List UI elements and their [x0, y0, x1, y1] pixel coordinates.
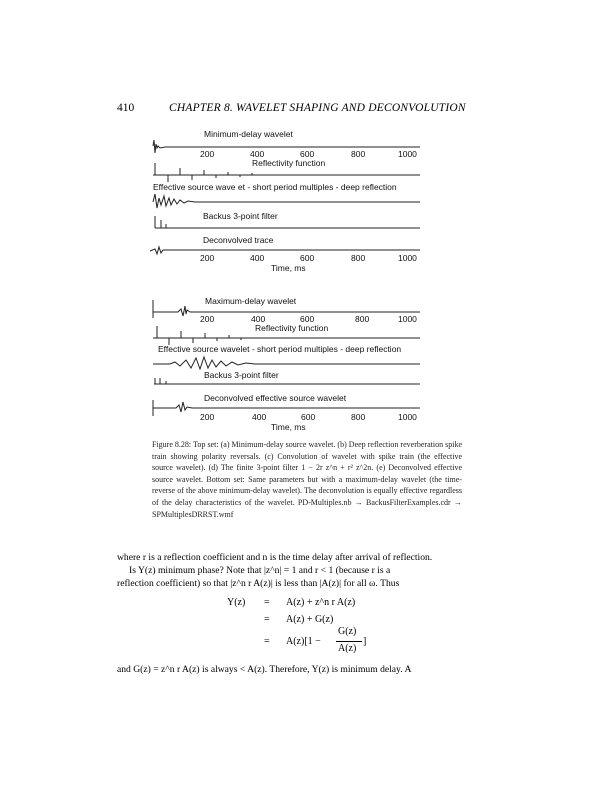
- eq1-rel: =: [264, 597, 270, 608]
- top-tick-600: 600: [300, 149, 315, 159]
- top-deconvolved-trace: [150, 247, 420, 254]
- eq3-numerator: G(z): [338, 626, 357, 637]
- eq1-rhs: A(z) + z^n r A(z): [286, 597, 356, 608]
- bottom-tick-400: 400: [251, 314, 266, 324]
- eq1-lhs: Y(z): [227, 597, 246, 608]
- top-axis-tick-400: 400: [250, 253, 265, 263]
- figure-caption: [152, 439, 462, 520]
- top-tick-200: 200: [200, 149, 215, 159]
- top-backus-label: Backus 3-point filter: [203, 211, 278, 221]
- bottom-axis-tick-400: 400: [252, 412, 267, 422]
- bottom-tick-800: 800: [355, 314, 370, 324]
- top-axis-tick-600: 600: [300, 253, 315, 263]
- top-axis-tick-200: 200: [200, 253, 215, 263]
- bottom-tick-600: 600: [300, 314, 315, 324]
- bottom-time-label: Time, ms: [271, 422, 306, 432]
- top-axis-tick-800: 800: [351, 253, 366, 263]
- chapter-title: CHAPTER 8. WAVELET SHAPING AND DECONVOLUTION: [169, 102, 466, 114]
- bottom-wavelet-label: Maximum-delay wavelet: [205, 296, 297, 306]
- caption-text: Top set: (a) Minimum-delay source wavelet. (b) Deep reflection reverberation spike train showing polarity reversals. (c) Convolution of wavelet with spike train (the effective source wavelet). (d) The finite 3-point filter 1 − 2r z^n + r² z^2n. (e) Deconvolved effective source wavelet. Bottom set: Same parameters but with a maximum-delay wavelet (the time-reverse of the above minimum-delay wavelet). The deconvolution is equally effective regardless of the delay characteristics of the wavelet. PD-Multiples.nb → BackusFilterExamples.cdr → SPMultiplesDRRST.wmf: [152, 440, 463, 519]
- bottom-axis-tick-1000: 1000: [398, 412, 417, 422]
- top-time-label: Time, ms: [271, 263, 306, 273]
- bottom-tick-200: 200: [200, 314, 215, 324]
- body-line-4: and G(z) = z^n r A(z) is always < A(z). Therefore, Y(z) is minimum delay. A: [117, 664, 412, 675]
- top-backus-trace: [155, 216, 420, 228]
- eq3-rel: =: [264, 636, 270, 647]
- bottom-effective-trace: [153, 357, 420, 369]
- bottom-effective-label: Effective source wavelet - short period multiples - deep reflection: [158, 344, 402, 354]
- page-number: 410: [117, 102, 135, 114]
- bottom-axis-tick-800: 800: [351, 412, 366, 422]
- top-tick-800: 800: [351, 149, 366, 159]
- eq3-denominator: A(z): [338, 643, 357, 654]
- body-line-3: reflection coefficient) so that |z^n r A(z)| is less than |A(z)| for all ω. Thus: [117, 578, 400, 589]
- eq2-rel: =: [264, 614, 270, 625]
- top-effective-label: Effective source wave et - short period multiples - deep reflection: [153, 182, 397, 192]
- body-line-2: Is Y(z) minimum phase? Note that |z^n| = 1 and r < 1 (because r is a: [129, 565, 391, 576]
- top-reflectivity-label: Reflectivity function: [252, 158, 326, 168]
- bottom-axis-tick-200: 200: [200, 412, 215, 422]
- bottom-backus-trace: [154, 378, 420, 384]
- top-wavelet-label: Minimum-delay wavelet: [204, 129, 293, 139]
- top-tick-400: 400: [250, 149, 265, 159]
- bottom-tick-1000: 1000: [398, 314, 417, 324]
- eq3-rhs-pre: A(z)[1 −: [286, 636, 321, 647]
- top-deconvolved-label: Deconvolved trace: [203, 235, 274, 245]
- top-effective-trace: [153, 194, 420, 208]
- top-tick-1000: 1000: [398, 149, 417, 159]
- body-line-1: where r is a reflection coefficient and n is the time delay after arrival of reflection.: [117, 552, 433, 563]
- eq2-rhs: A(z) + G(z): [286, 614, 334, 625]
- eq3-rhs-post: ]: [363, 636, 367, 647]
- bottom-reflectivity-label: Reflectivity function: [255, 323, 329, 333]
- bottom-axis-tick-600: 600: [301, 412, 316, 422]
- caption-label: Figure 8.28:: [152, 440, 192, 449]
- bottom-backus-label: Backus 3-point filter: [204, 370, 279, 380]
- top-wavelet-trace: [153, 140, 420, 153]
- top-axis-tick-1000: 1000: [398, 253, 417, 263]
- bottom-deconvolved-label: Deconvolved effective source wavelet: [204, 393, 347, 403]
- eq3-fraction-bar: [336, 641, 362, 642]
